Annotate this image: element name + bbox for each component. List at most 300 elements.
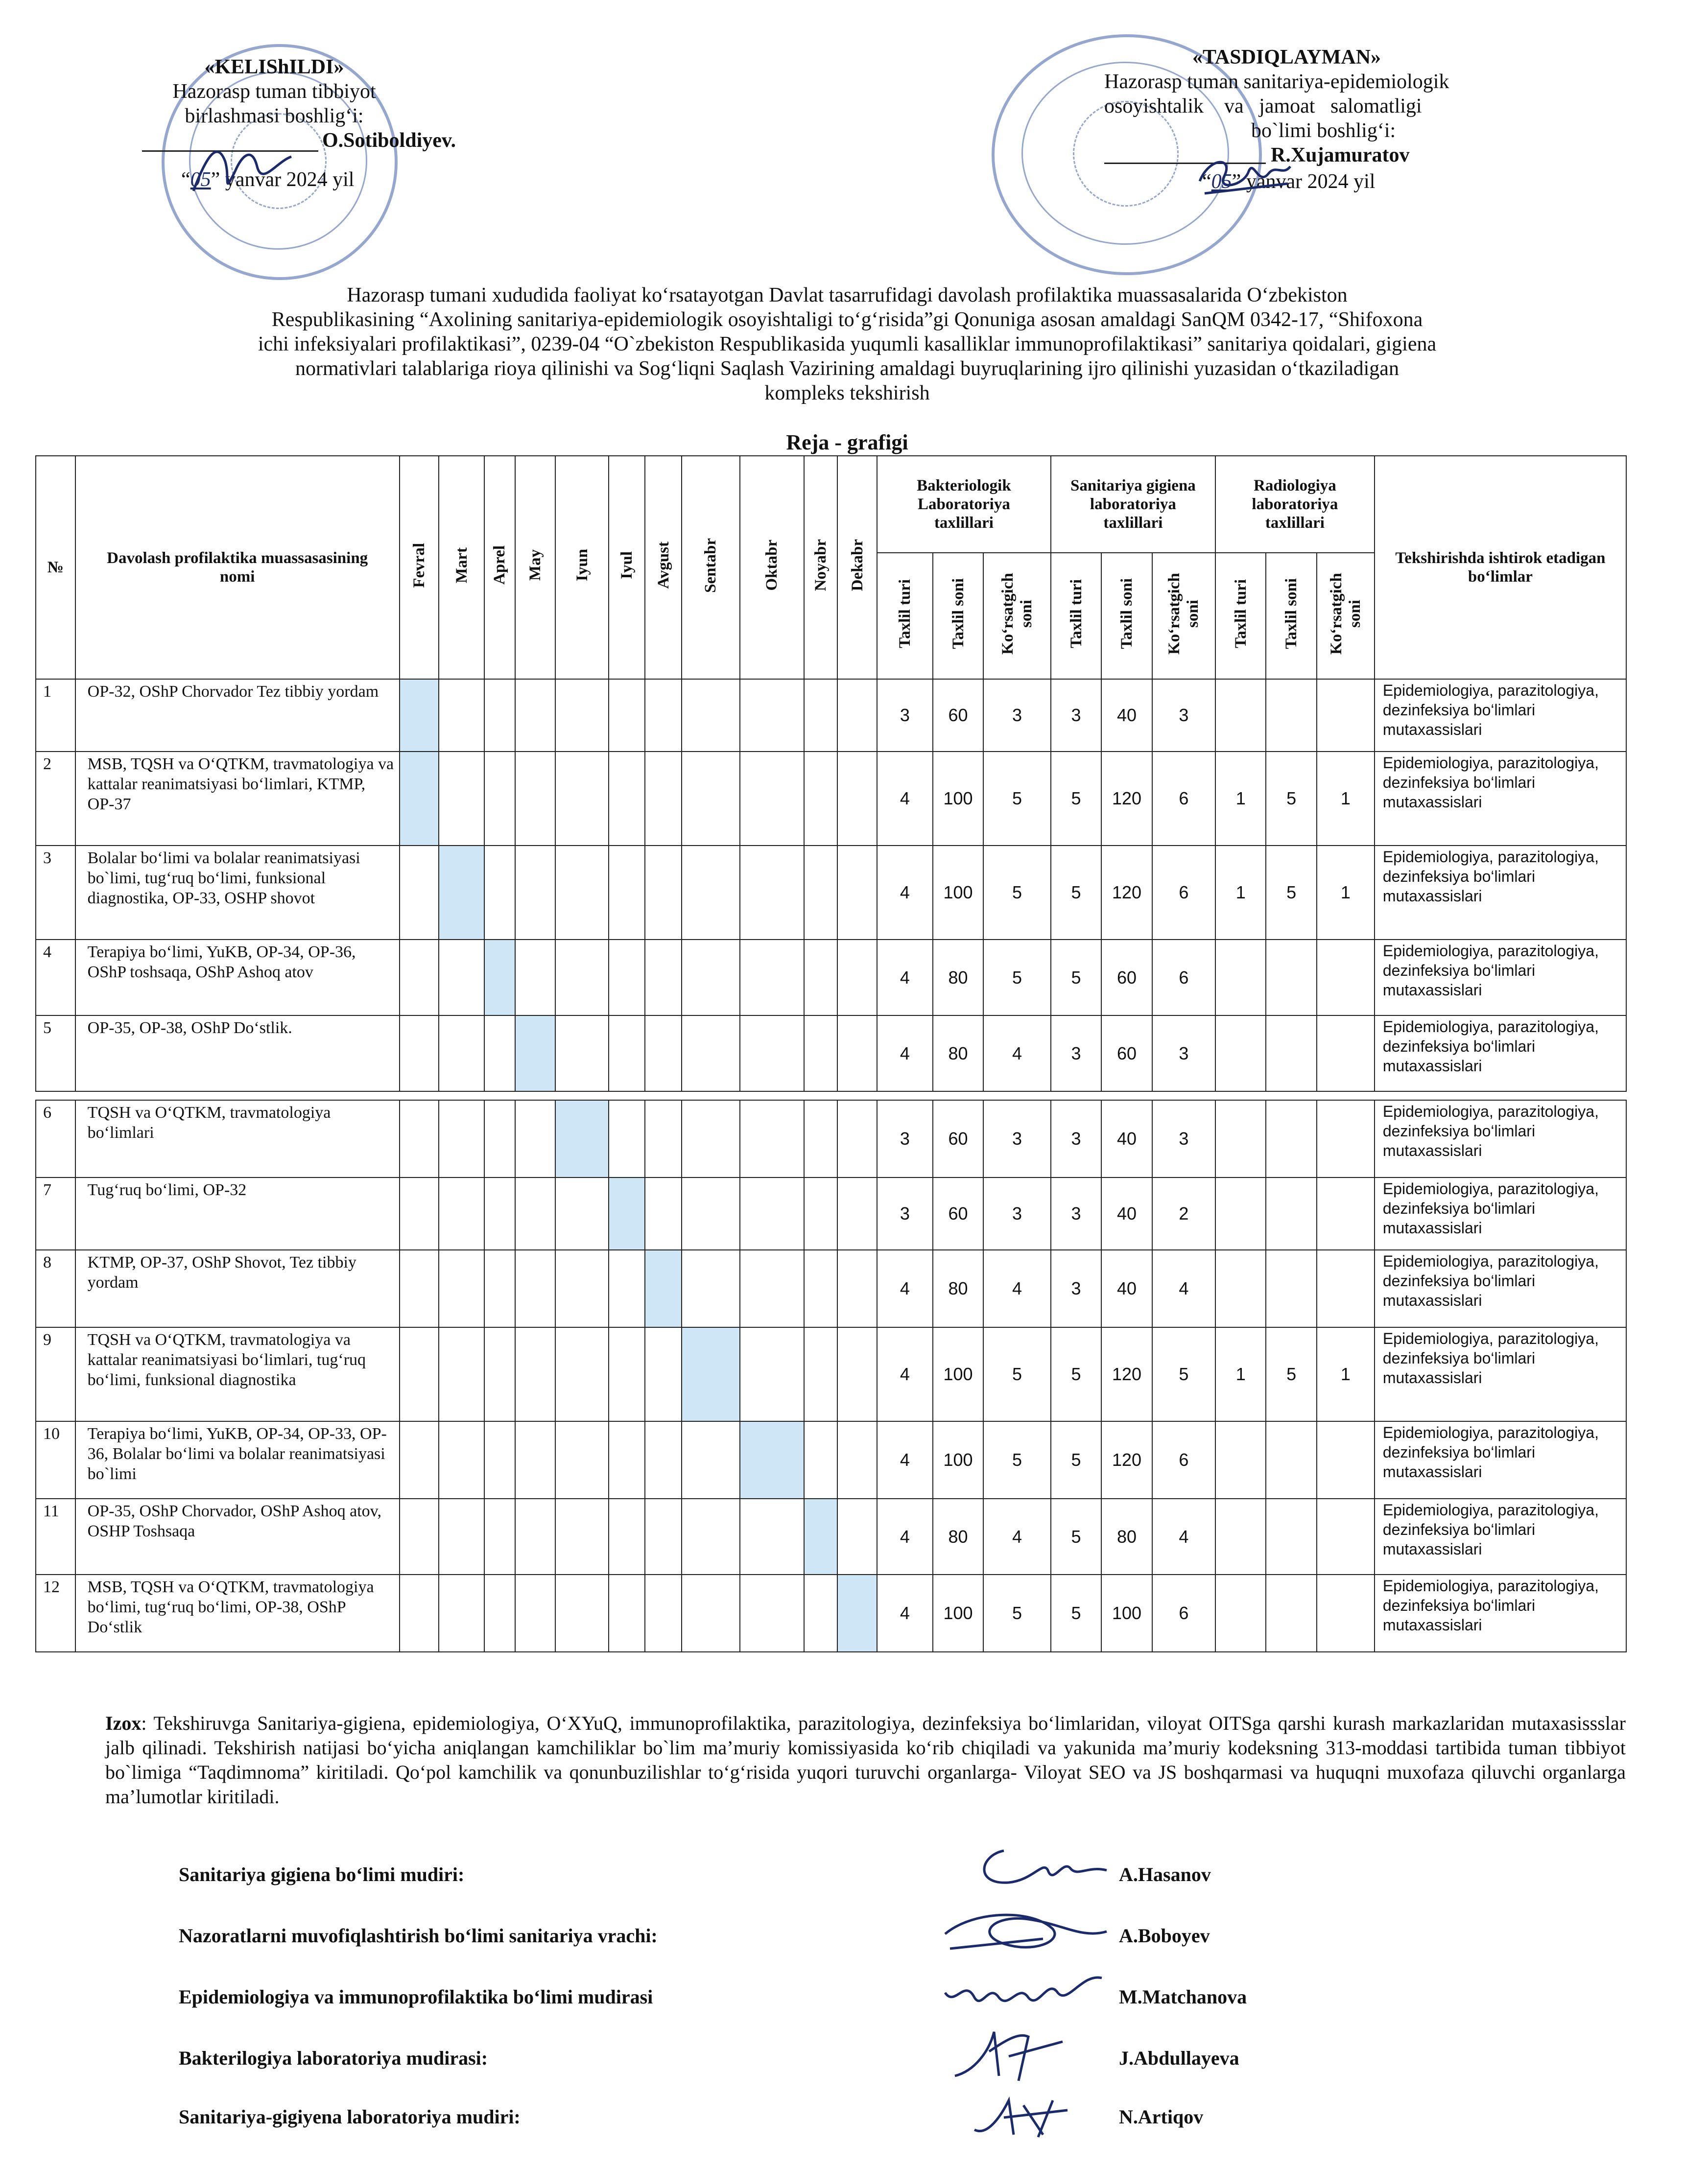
month-cell [804, 846, 837, 940]
row-number: 10 [36, 1421, 75, 1499]
month-cell [645, 1015, 681, 1091]
sub-san-type: Taxlil turi [1051, 553, 1101, 679]
signature-name-2: A.Boboyev [1119, 1925, 1210, 1947]
scheduled-month-cell [682, 1327, 740, 1421]
table-row [36, 1100, 1626, 1177]
month-cell [645, 1421, 681, 1499]
analysis-value: 4 [877, 1421, 933, 1499]
analysis-value: 1 [1215, 752, 1266, 846]
analysis-value: 4 [877, 940, 933, 1015]
month-cell [400, 1421, 439, 1499]
month-cell [645, 679, 681, 752]
month-cell [484, 1499, 515, 1575]
month-cell [645, 1499, 681, 1575]
right-header-line1: Hazorasp tuman sanitariya-epidemiologik [1104, 71, 1449, 93]
month-header-11: Dekabr [837, 456, 877, 679]
sub-rad-index: Ko‘rsatgich soni [1317, 553, 1375, 679]
analysis-value: 4 [1152, 1499, 1215, 1575]
table-row [36, 1015, 1626, 1091]
analysis-value: 4 [983, 1015, 1051, 1091]
analysis-value: 5 [1051, 1575, 1101, 1652]
month-cell [804, 679, 837, 752]
month-header-3: Aprel [484, 456, 515, 679]
signature-mark-1 [974, 1841, 1112, 1895]
month-cell [484, 1100, 515, 1177]
month-cell [609, 1015, 645, 1091]
month-cell [555, 1250, 609, 1327]
signature-role-4: Bakterilogiya laboratoriya mudirasi: [179, 2047, 488, 2069]
month-cell [484, 1575, 515, 1652]
analysis-value [1266, 679, 1316, 752]
month-cell [484, 1015, 515, 1091]
institution-name: MSB, TQSH va O‘QTKM, travmatologiya bo‘limi, tug‘ruq bo‘limi, OP-38, OShP Do‘stlik [75, 1575, 400, 1652]
left-header-signer: O.Sotiboldiyev. [322, 129, 456, 152]
month-cell [515, 846, 556, 940]
analysis-value: 60 [933, 1100, 983, 1177]
analysis-value: 5 [1051, 1499, 1101, 1575]
month-header-6: Iyul [609, 456, 645, 679]
left-header-date: yanvar 2024 yil [225, 168, 355, 191]
month-cell [740, 1250, 804, 1327]
document-subtitle: Reja - grafigi [786, 430, 908, 454]
participants-cell: Epidemiologiya, parazitologiya, dezinfeksiya bo‘limlari mutaxassislari [1375, 940, 1626, 1015]
analysis-value [1317, 1177, 1375, 1250]
analysis-value: 5 [1266, 1327, 1316, 1421]
month-cell [515, 940, 556, 1015]
table-row [36, 1327, 1626, 1421]
analysis-value: 4 [877, 846, 933, 940]
right-header-date: yanvar 2024 yil [1246, 170, 1376, 193]
month-cell [837, 846, 877, 940]
month-header-4: May [515, 456, 556, 679]
analysis-value: 5 [983, 1421, 1051, 1499]
analysis-value [1215, 1575, 1266, 1652]
participants-cell: Epidemiologiya, parazitologiya, dezinfeksiya bo‘limlari mutaxassislari [1375, 1575, 1626, 1652]
table-row [36, 846, 1626, 940]
month-cell [400, 1100, 439, 1177]
right-header-title: «TASDIQLAYMAN» [1192, 46, 1381, 69]
col-institution: Davolash profilaktika muassasasining nomi [75, 456, 400, 679]
month-cell [439, 1327, 484, 1421]
month-cell [609, 1100, 645, 1177]
note-label: Izox [105, 1712, 142, 1734]
table-row [36, 940, 1626, 1015]
month-cell [682, 752, 740, 846]
month-cell [609, 679, 645, 752]
analysis-value: 100 [933, 846, 983, 940]
analysis-value: 3 [1152, 679, 1215, 752]
month-cell [682, 1177, 740, 1250]
row-number: 12 [36, 1575, 75, 1652]
table-row [36, 1575, 1626, 1652]
month-cell [515, 1177, 556, 1250]
month-cell [837, 1327, 877, 1421]
analysis-value: 80 [933, 1499, 983, 1575]
table-row [36, 679, 1626, 752]
participants-cell: Epidemiologiya, parazitologiya, dezinfeksiya bo‘limlari mutaxassislari [1375, 1421, 1626, 1499]
analysis-value: 40 [1101, 679, 1152, 752]
analysis-value [1215, 1421, 1266, 1499]
analysis-value [1215, 1250, 1266, 1327]
month-cell [484, 846, 515, 940]
signature-role-3: Epidemiologiya va immunoprofilaktika bo‘limi mudirasi [179, 1986, 653, 2008]
document-title [73, 283, 1621, 405]
month-cell [555, 1177, 609, 1250]
participants-cell: Epidemiologiya, parazitologiya, dezinfeksiya bo‘limlari mutaxassislari [1375, 679, 1626, 752]
month-cell [609, 1250, 645, 1327]
scheduled-month-cell [609, 1177, 645, 1250]
month-cell [740, 1327, 804, 1421]
month-cell [515, 1327, 556, 1421]
group-radiology: Radiologiya laboratoriya taxlillari [1215, 456, 1375, 553]
signature-role-2: Nazoratlarni muvofiqlashtirish bo‘limi sanitariya vrachi: [179, 1925, 658, 1947]
month-header-7: Avgust [645, 456, 681, 679]
right-header-line3: bo`limi boshlig‘i: [1251, 119, 1396, 142]
month-cell [400, 1177, 439, 1250]
signature-name-1: A.Hasanov [1119, 1863, 1211, 1885]
participants-cell: Epidemiologiya, parazitologiya, dezinfeksiya bo‘limlari mutaxassislari [1375, 1177, 1626, 1250]
analysis-value: 120 [1101, 752, 1152, 846]
analysis-value: 1 [1317, 1327, 1375, 1421]
right-signature-mark [1195, 147, 1293, 201]
row-number: 11 [36, 1499, 75, 1575]
scheduled-month-cell [804, 1499, 837, 1575]
month-cell [645, 940, 681, 1015]
month-cell [804, 752, 837, 846]
month-cell [837, 1250, 877, 1327]
right-header-line2: osoyishtalik va jamoat salomatligi [1104, 95, 1422, 118]
analysis-value: 5 [1266, 752, 1316, 846]
row-number: 7 [36, 1177, 75, 1250]
title-line-5: kompleks tekshirish [764, 382, 930, 404]
analysis-value [1215, 1499, 1266, 1575]
row-number: 3 [36, 846, 75, 940]
month-cell [484, 679, 515, 752]
scheduled-month-cell [400, 679, 439, 752]
month-header-8: Sentabr [682, 456, 740, 679]
analysis-value: 5 [1266, 846, 1316, 940]
month-cell [837, 752, 877, 846]
sub-bact-type: Taxlil turi [877, 553, 933, 679]
row-number: 9 [36, 1327, 75, 1421]
title-line-2: Respublikasining “Axolining sanitariya-epidemiologik osoyishtaligi to‘g‘risida”gi Qonuniga asosan amaldagi SanQM 0342-17, “Shifoxona [271, 308, 1423, 331]
month-cell [740, 1015, 804, 1091]
month-cell [682, 846, 740, 940]
title-line-4: normativlari talablariga rioya qilinishi va Sog‘liqni Saqlash Vazirining amaldagi buyruqlarining ijro qilinishi yuzasidan o‘tkaziladigan [295, 357, 1399, 380]
analysis-value: 100 [933, 752, 983, 846]
month-header-9: Oktabr [740, 456, 804, 679]
analysis-value [1317, 940, 1375, 1015]
month-cell [804, 1575, 837, 1652]
analysis-value [1266, 1100, 1316, 1177]
participants-cell: Epidemiologiya, parazitologiya, dezinfeksiya bo‘limlari mutaxassislari [1375, 1250, 1626, 1327]
month-cell [555, 1015, 609, 1091]
month-cell [484, 1250, 515, 1327]
month-cell [837, 1177, 877, 1250]
sub-san-index: Ko‘rsatgich soni [1152, 553, 1215, 679]
month-cell [400, 1015, 439, 1091]
analysis-value [1317, 1421, 1375, 1499]
analysis-value [1266, 1421, 1316, 1499]
month-cell [515, 752, 556, 846]
month-header-1: Fevral [400, 456, 439, 679]
analysis-value: 4 [983, 1250, 1051, 1327]
month-cell [837, 1100, 877, 1177]
left-header-title: «KELIShILDI» [204, 56, 344, 78]
group-bacteriology: Bakteriologik Laboratoriya taxlillari [877, 456, 1051, 553]
month-cell [645, 1575, 681, 1652]
analysis-value: 5 [983, 940, 1051, 1015]
analysis-value [1215, 679, 1266, 752]
analysis-value [1317, 679, 1375, 752]
analysis-value: 3 [877, 1100, 933, 1177]
analysis-value: 5 [1051, 1421, 1101, 1499]
approval-right: «TASDIQLAYMAN» Hazorasp tuman sanitariya-epidemiologik osoyishtalik va jamoat salomatligi bo`limi boshlig‘i: R.Xujamuratov “05” yanvar 2024 yil [1104, 45, 1584, 194]
signature-name-3: M.Matchanova [1119, 1986, 1247, 2008]
analysis-value [1266, 1250, 1316, 1327]
month-cell [804, 1177, 837, 1250]
analysis-value [1266, 1499, 1316, 1575]
analysis-value: 6 [1152, 1575, 1215, 1652]
institution-name: MSB, TQSH va O‘QTKM, travmatologiya va kattalar reanimatsiyasi bo‘limlari, KTMP, OP-37 [75, 752, 400, 846]
month-cell [484, 1421, 515, 1499]
month-cell [740, 1177, 804, 1250]
table-gap [36, 1091, 1626, 1100]
month-cell [439, 1421, 484, 1499]
analysis-value [1215, 940, 1266, 1015]
analysis-value: 6 [1152, 1421, 1215, 1499]
analysis-value: 80 [933, 940, 983, 1015]
month-cell [400, 940, 439, 1015]
analysis-value: 100 [933, 1575, 983, 1652]
month-header-2: Mart [439, 456, 484, 679]
month-cell [439, 1499, 484, 1575]
table-row [36, 1177, 1626, 1250]
month-cell [555, 752, 609, 846]
analysis-value: 60 [933, 1177, 983, 1250]
month-header-10: Noyabr [804, 456, 837, 679]
analysis-value: 80 [933, 1250, 983, 1327]
sub-bact-count: Taxlil soni [933, 553, 983, 679]
month-cell [740, 752, 804, 846]
institution-name: TQSH va O‘QTKM, travmatologiya va kattalar reanimatsiyasi bo‘limlari, tug‘ruq bo‘limi, funksional diagnostika [75, 1327, 400, 1421]
analysis-value [1317, 1100, 1375, 1177]
month-cell [515, 1575, 556, 1652]
month-cell [682, 1015, 740, 1091]
month-cell [682, 1575, 740, 1652]
month-cell [484, 1177, 515, 1250]
analysis-value: 3 [1051, 1250, 1101, 1327]
month-cell [804, 1250, 837, 1327]
row-number: 5 [36, 1015, 75, 1091]
month-cell [804, 1327, 837, 1421]
month-cell [804, 1015, 837, 1091]
month-cell [740, 940, 804, 1015]
month-cell [515, 679, 556, 752]
month-cell [555, 679, 609, 752]
participants-cell: Epidemiologiya, parazitologiya, dezinfeksiya bo‘limlari mutaxassislari [1375, 1499, 1626, 1575]
analysis-value: 120 [1101, 846, 1152, 940]
analysis-value: 40 [1101, 1250, 1152, 1327]
month-cell [555, 1327, 609, 1421]
participants-cell: Epidemiologiya, parazitologiya, dezinfeksiya bo‘limlari mutaxassislari [1375, 1100, 1626, 1177]
month-cell [682, 1100, 740, 1177]
participants-cell: Epidemiologiya, parazitologiya, dezinfeksiya bo‘limlari mutaxassislari [1375, 1015, 1626, 1091]
analysis-value: 5 [1051, 752, 1101, 846]
month-cell [439, 1015, 484, 1091]
scheduled-month-cell [400, 752, 439, 846]
signature-mark-4 [945, 2022, 1072, 2086]
month-cell [609, 1499, 645, 1575]
month-cell [645, 1327, 681, 1421]
scheduled-month-cell [515, 1015, 556, 1091]
analysis-value [1215, 1015, 1266, 1091]
analysis-value: 1 [1215, 1327, 1266, 1421]
month-cell [439, 940, 484, 1015]
month-cell [682, 1499, 740, 1575]
analysis-value: 3 [1051, 1015, 1101, 1091]
analysis-value: 60 [1101, 1015, 1152, 1091]
analysis-value: 5 [1051, 1327, 1101, 1421]
institution-name: Terapiya bo‘limi, YuKB, OP-34, OP-33, OP-36, Bolalar bo‘limi va bolalar reanimatsiyasi bo`limi [75, 1421, 400, 1499]
month-cell [837, 1499, 877, 1575]
analysis-value: 5 [1051, 846, 1101, 940]
signature-name-5: N.Artiqov [1119, 2106, 1204, 2128]
month-cell [439, 1575, 484, 1652]
month-cell [804, 940, 837, 1015]
analysis-value: 5 [983, 846, 1051, 940]
month-cell [609, 752, 645, 846]
month-cell [555, 1575, 609, 1652]
signature-role-1: Sanitariya gigiena bo‘limi mudiri: [179, 1863, 465, 1885]
month-cell [645, 846, 681, 940]
month-cell [609, 1327, 645, 1421]
month-cell [609, 1575, 645, 1652]
analysis-value: 6 [1152, 752, 1215, 846]
note-paragraph [105, 1711, 1626, 1809]
month-cell [555, 1499, 609, 1575]
analysis-value [1317, 1499, 1375, 1575]
month-cell [837, 940, 877, 1015]
analysis-value [1266, 1015, 1316, 1091]
left-header-line1: Hazorasp tuman tibbiyot [172, 80, 376, 103]
analysis-value: 60 [933, 679, 983, 752]
participants-cell: Epidemiologiya, parazitologiya, dezinfeksiya bo‘limlari mutaxassislari [1375, 1327, 1626, 1421]
month-cell [609, 846, 645, 940]
scheduled-month-cell [484, 940, 515, 1015]
analysis-value: 4 [877, 1575, 933, 1652]
month-cell [740, 1100, 804, 1177]
group-sanitary: Sanitariya gigiena laboratoriya taxlillari [1051, 456, 1215, 553]
month-cell [740, 846, 804, 940]
analysis-value: 3 [983, 679, 1051, 752]
month-cell [400, 1499, 439, 1575]
row-number: 1 [36, 679, 75, 752]
title-line-3: ichi infeksiyalari profilaktikasi”, 0239-04 “O`zbekiston Respublikasida yuqumli kasalliklar immunoprofilaktikasi” sanitariya qoidalari, gigiena [258, 333, 1437, 355]
left-signature-mark [189, 132, 296, 206]
sub-bact-index: Ko‘rsatgich soni [983, 553, 1051, 679]
analysis-value: 60 [1101, 940, 1152, 1015]
analysis-value: 80 [933, 1015, 983, 1091]
analysis-value: 40 [1101, 1100, 1152, 1177]
analysis-value: 6 [1152, 846, 1215, 940]
analysis-value: 4 [877, 752, 933, 846]
analysis-value: 5 [1051, 940, 1101, 1015]
analysis-value: 3 [877, 1177, 933, 1250]
analysis-value: 3 [877, 679, 933, 752]
month-cell [484, 1327, 515, 1421]
right-header-day: 05 [1211, 170, 1232, 193]
month-cell [555, 1421, 609, 1499]
analysis-value: 4 [983, 1499, 1051, 1575]
note-text: : Tekshiruvga Sanitariya-gigiena, epidemiologiya, O‘XYuQ, immunoprofilaktika, parazitologiya, dezinfeksiya bo‘limlaridan, viloyat OITSga qarshi kurash markazlaridan mutaxasissslar jalb qilinadi. Tekshirish natijasi bo‘yicha aniqlangan kamchiliklar bo`lim ma’muriy komissiyasida ko‘rib chiqiladi va yakunida ma’muriy kodeksning 313-moddasi tartibida tuman tibbiyot bo`limiga “Taqdimnoma” kiritiladi. Qo‘pol kamchilik va qonunbuzilishlar to‘g‘risida yuqori turuvchi organlarga- Viloyat SEO va JS boshqarmasi va huquqni muxofaza qiluvchi organlarga ma’lumotlar kiritiladi. [105, 1712, 1626, 1808]
analysis-value [1266, 940, 1316, 1015]
institution-name: Bolalar bo‘limi va bolalar reanimatsiyasi bo`limi, tug‘ruq bo‘limi, funksional diagnostika, OP-33, OSHP shovot [75, 846, 400, 940]
sub-rad-count: Taxlil soni [1266, 553, 1316, 679]
analysis-value [1317, 1015, 1375, 1091]
analysis-value [1266, 1575, 1316, 1652]
analysis-value: 4 [877, 1250, 933, 1327]
analysis-value: 100 [933, 1421, 983, 1499]
analysis-value: 4 [877, 1015, 933, 1091]
month-header-5: Iyun [555, 456, 609, 679]
analysis-value: 5 [983, 1327, 1051, 1421]
participants-cell: Epidemiologiya, parazitologiya, dezinfeksiya bo‘limlari mutaxassislari [1375, 846, 1626, 940]
month-cell [740, 1575, 804, 1652]
analysis-value [1266, 1177, 1316, 1250]
signature-mark-3 [935, 1963, 1112, 2017]
signature-mark-5 [970, 2091, 1077, 2144]
approval-left: «KELIShILDI» Hazorasp tuman tibbiyot birlashmasi boshlig‘i: O.Sotiboldiyev. “05” yanvar 2024 yil [142, 55, 514, 192]
month-cell [645, 752, 681, 846]
left-header-day: 05 [190, 168, 211, 191]
analysis-value: 1 [1317, 752, 1375, 846]
analysis-value: 3 [1051, 1100, 1101, 1177]
month-cell [804, 1100, 837, 1177]
scheduled-month-cell [740, 1421, 804, 1499]
month-cell [515, 1250, 556, 1327]
analysis-value [1215, 1177, 1266, 1250]
analysis-value: 100 [933, 1327, 983, 1421]
analysis-value: 100 [1101, 1575, 1152, 1652]
month-cell [555, 940, 609, 1015]
month-cell [682, 1250, 740, 1327]
month-cell [740, 1499, 804, 1575]
participants-cell: Epidemiologiya, parazitologiya, dezinfeksiya bo‘limlari mutaxassislari [1375, 752, 1626, 846]
table-row [36, 752, 1626, 846]
institution-name: TQSH va O‘QTKM, travmatologiya bo‘limlari [75, 1100, 400, 1177]
analysis-value [1317, 1575, 1375, 1652]
analysis-value: 6 [1152, 940, 1215, 1015]
month-cell [837, 1015, 877, 1091]
table-row [36, 1421, 1626, 1499]
analysis-value: 120 [1101, 1327, 1152, 1421]
institution-name: Tug‘ruq bo‘limi, OP-32 [75, 1177, 400, 1250]
analysis-value: 80 [1101, 1499, 1152, 1575]
month-cell [439, 679, 484, 752]
analysis-value: 3 [983, 1177, 1051, 1250]
analysis-value: 3 [1051, 679, 1101, 752]
month-cell [400, 1575, 439, 1652]
analysis-value: 5 [983, 752, 1051, 846]
analysis-value: 3 [1051, 1177, 1101, 1250]
analysis-value: 120 [1101, 1421, 1152, 1499]
plan-table [35, 455, 1627, 1652]
month-cell [645, 1100, 681, 1177]
institution-name: OP-35, OP-38, OShP Do‘stlik. [75, 1015, 400, 1091]
institution-name: Terapiya bo‘limi, YuKB, OP-34, OP-36, OShP toshsaqa, OShP Ashoq atov [75, 940, 400, 1015]
institution-name: KTMP, OP-37, OShP Shovot, Tez tibbiy yordam [75, 1250, 400, 1327]
